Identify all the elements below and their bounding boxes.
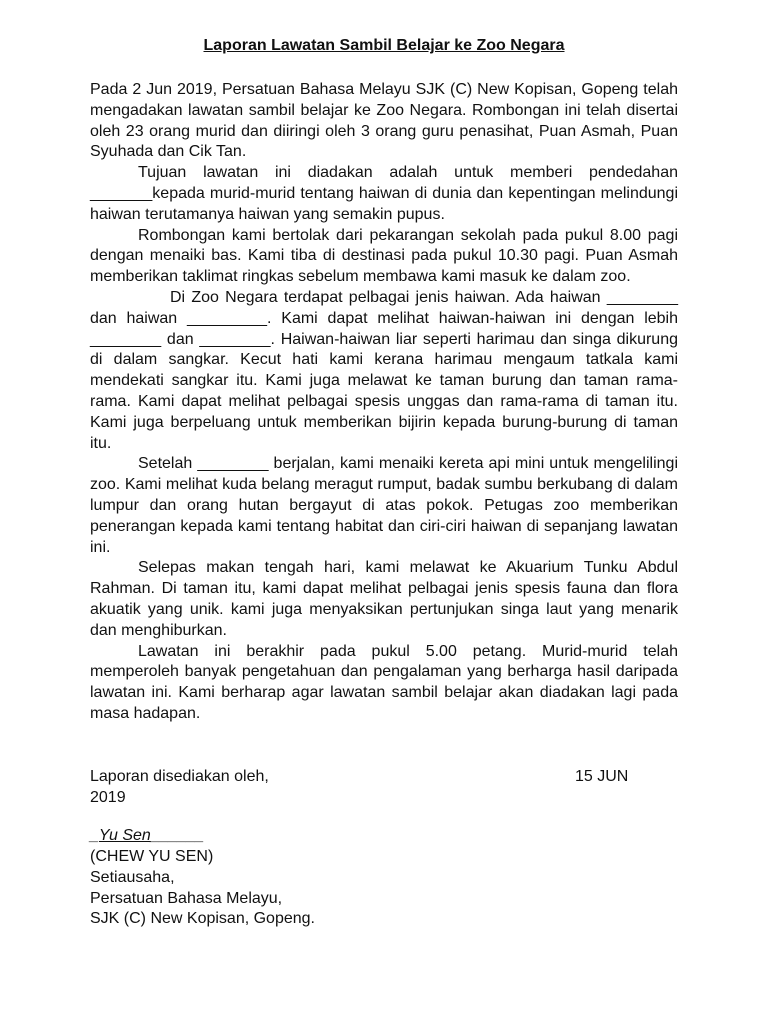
- report-footer: [90, 767, 678, 931]
- report-date-year: 2019: [90, 788, 126, 806]
- signature: [90, 826, 678, 847]
- signature-text: Yu Sen: [98, 827, 151, 845]
- prepared-by-label: Laporan disediakan oleh,: [90, 767, 269, 785]
- document-title: Laporan Lawatan Sambil Belajar ke Zoo Negara: [203, 37, 565, 54]
- signatory-organization: Persatuan Bahasa Melayu,: [90, 889, 283, 907]
- report-body: [90, 80, 678, 725]
- paragraph-introduction: Pada 2 Jun 2019, Persatuan Bahasa Melayu SJK (C) New Kopisan, Gopeng telah mengadakan lawatan sambil belajar ke Zoo Negara. Rombongan ini telah disertai oleh 23 orang murid dan diiringi oleh 3 orang guru penasihat, Puan Asmah, Puan Syuhada dan Cik Tan.: [90, 81, 678, 161]
- paragraph-zoo-animals: Di Zoo Negara terdapat pelbagai jenis haiwan. Ada haiwan ________ dan haiwan _________. Kami dapat melihat haiwan-haiwan ini dengan lebih ________ dan ________. Haiwan-haiwan liar seperti harimau dan singa dikurung di dalam sangkar. Kecut hati kami kerana harimau mengaum tatkala kami mendekati sangkar itu. Kami juga melawat ke taman burung dan taman rama-rama. Kami dapat melihat pelbagai spesis unggas dan rama-rama di taman itu. Kami juga berpeluang untuk memberikan bijirin kepada burung-burung di taman itu.: [90, 288, 678, 452]
- signatory-position: Setiausaha,: [90, 868, 175, 886]
- signature-prefix: _: [90, 827, 99, 845]
- document-page: [90, 36, 678, 930]
- paragraph-aquarium: Selepas makan tengah hari, kami melawat ke Akuarium Tunku Abdul Rahman. Di taman itu, kami dapat melihat pelbagai jenis spesis fauna dan flora akuatik yang unik. kami juga menyaksikan pertunjukan singa laut yang menarik dan menghiburkan.: [90, 559, 678, 639]
- paragraph-purpose: Tujuan lawatan ini diadakan adalah untuk memberi pendedahan _______kepada murid-murid tentang haiwan di dunia dan kepentingan melindungi haiwan terutamanya haiwan yang semakin pupus.: [90, 164, 678, 223]
- signatory-school: SJK (C) New Kopisan, Gopeng.: [90, 910, 315, 928]
- signature-line: ______: [150, 827, 205, 845]
- paragraph-mini-train: Setelah ________ berjalan, kami menaiki kereta api mini untuk mengelilingi zoo. Kami melihat kuda belang meragut rumput, badak sumbu berkubang di dalam lumpur dan orang hutan bergayut di atas pokok. Petugas zoo memberikan penerangan kepada kami tentang habitat dan ciri-ciri haiwan di sepanjang lawatan ini.: [90, 455, 678, 556]
- signatory-name: (CHEW YU SEN): [90, 848, 214, 866]
- prepared-row: [90, 767, 678, 788]
- report-date-day-month: 15 JUN: [575, 767, 629, 785]
- paragraph-conclusion: Lawatan ini berakhir pada pukul 5.00 petang. Murid-murid telah memperoleh banyak pengetahuan dan pengalaman yang berharga hasil daripada lawatan ini. Kami berharap agar lawatan sambil belajar akan diadakan lagi pada masa hadapan.: [90, 642, 678, 722]
- paragraph-departure: Rombongan kami bertolak dari pekarangan sekolah pada pukul 8.00 pagi dengan menaiki bas. Kami tiba di destinasi pada pukul 10.30 pagi. Puan Asmah memberikan taklimat ringkas sebelum membawa kami masuk ke dalam zoo.: [90, 226, 678, 286]
